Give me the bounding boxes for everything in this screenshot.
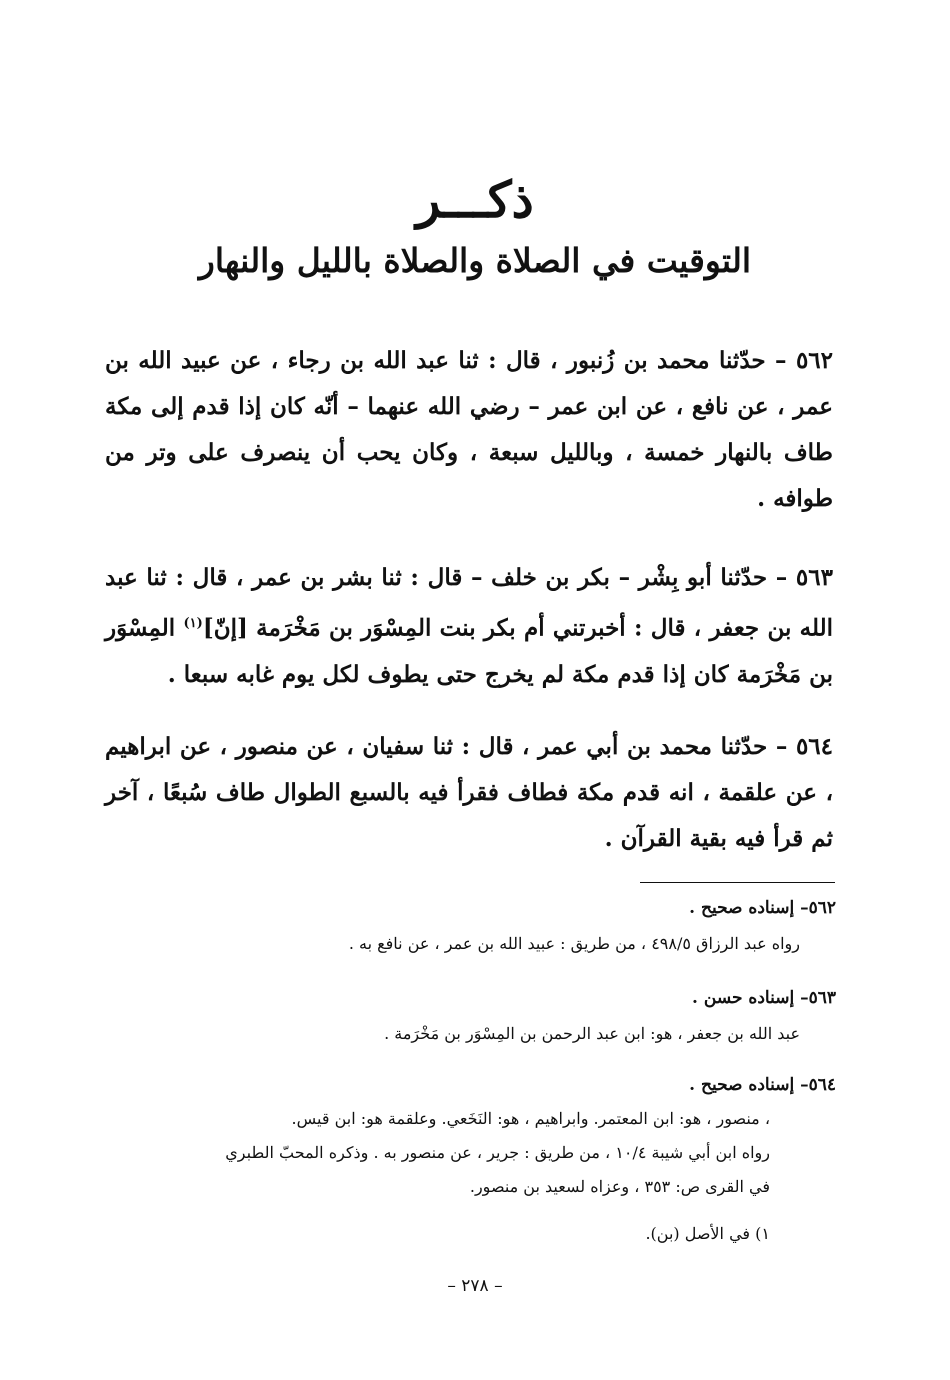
footnote-marker: (١) [183, 616, 203, 631]
editor-note-1: ١) في الأصل (بن). [645, 1224, 770, 1243]
footnote-563-heading: ٥٦٣– إسناده حسن . [692, 988, 836, 1008]
hadith-number: ٥٦٢ [795, 347, 833, 374]
hadith-564 [105, 724, 833, 862]
footnote-564-line: ، منصور ، هو: ابن المعتمر. وابراهيم ، هو: النَخَعي. وعلقمة هو: ابن قيس. [291, 1109, 770, 1128]
hadith-562 [105, 338, 833, 522]
footnote-563-line: عبد الله بن جعفر ، هو: ابن عبد الرحمن بن المِسْوَر بن مَخْرَمة . [384, 1024, 800, 1043]
footnote-564-line: رواه ابن أبي شيبة ١٠/٤ ، من طريق : جرير ، عن منصور به . وذكره المحبّ الطبري [225, 1143, 770, 1162]
section-title: التوقيت في الصلاة والصلاة بالليل والنهار [198, 241, 752, 280]
hadith-text: حدّثنا محمد بن أبي عمر ، قال : ثنا سفيان ، عن منصور ، عن ابراهيم ، عن علقمة ، انه قدم مكة فطاف فقرأ فيه بالسبع الطوال طاف سُبعًا ، آخر ثم قرأ فيه بقية القرآن . [105, 733, 833, 852]
footnote-564-heading: ٥٦٤– إسناده صحيح . [689, 1075, 836, 1095]
footnote-562-line: رواه عبد الرزاق ٤٩٨/٥ ، من طريق : عبيد الله بن عمر ، عن نافع به . [348, 934, 800, 953]
hadith-563 [105, 555, 833, 698]
hadith-text: حدّثنا محمد بن زُنبور ، قال : ثنا عبد الله بن رجاء ، عن عبيد الله بن عمر ، عن نافع ، عن ابن عمر – رضي الله عنهما – أنّه كان إذا قدم إلى مكة طاف بالنهار خمسة ، وبالليل سبعة ، وكان يحب أن ينصرف على وتر من طوافه . [105, 347, 833, 512]
hadith-number: ٥٦٤ [795, 733, 834, 760]
section-heading-word: ذكـــر [416, 170, 534, 229]
footnote-562-heading: ٥٦٢– إسناده صحيح . [689, 898, 836, 918]
hadith-text-part2: المِسْوَر بن مَخْرَمة كان إذا قدم مكة لم يخرج حتى يطوف لكل يوم غابه سبعا . [105, 614, 833, 688]
hadith-number: ٥٦٣ [795, 564, 833, 591]
hadith-dash: – [765, 347, 787, 374]
hadith-dash: – [767, 564, 788, 591]
footnote-564-line: في القرى ص: ٣٥٣ ، وعزاه لسعيد بن منصور. [469, 1177, 770, 1196]
hadith-text-part1: حدّثنا أبو بِشْر – بكر بن خلف – قال : ثنا بشر بن عمر ، قال : ثنا عبد الله بن جعفر ، قال : أخبرتني أم بكر بنت المِسْوَر بن مَخْرَمة [إنّ] [105, 564, 833, 642]
page-number: – ٢٧٨ – [447, 1276, 503, 1296]
footnote-separator [640, 882, 835, 883]
hadith-dash: – [767, 733, 788, 760]
